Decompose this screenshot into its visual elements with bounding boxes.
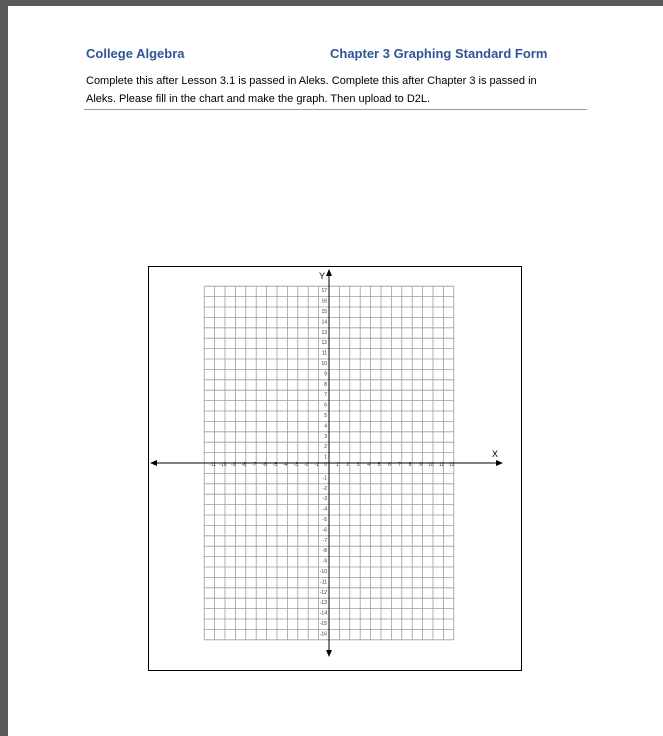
y-tick-label: 3 <box>324 433 327 440</box>
x-tick-label: 1 <box>336 462 339 468</box>
x-tick-label: 9 <box>419 462 422 468</box>
y-tick-label: 1 <box>324 454 327 461</box>
x-tick-label: -5 <box>272 462 278 468</box>
y-tick-label: -2 <box>322 485 327 492</box>
x-tick-label: -6 <box>262 462 267 468</box>
x-tick-label: -4 <box>283 462 288 468</box>
y-tick-label: 12 <box>321 340 327 347</box>
y-tick-label: 14 <box>321 319 327 326</box>
x-axis-label: X <box>492 449 499 459</box>
x-tick-label: 11 <box>438 462 445 468</box>
x-tick-label: -11 <box>209 462 217 468</box>
y-axis-label: Y <box>319 271 326 281</box>
origin-label: 0 <box>324 462 327 468</box>
x-tick-label: -10 <box>219 462 227 468</box>
y-axis-bottom-arrow <box>326 650 332 657</box>
y-tick-label: -4 <box>322 506 327 513</box>
x-tick-label: -1 <box>314 462 319 468</box>
y-tick-label: 13 <box>321 329 327 336</box>
y-tick-label: -5 <box>322 517 327 523</box>
instructions-line-1: Complete this after Lesson 3.1 is passed in Aleks. Complete this after Chapter 3 is passed in <box>86 75 537 87</box>
x-tick-label: -3 <box>293 462 299 468</box>
x-tick-label: -7 <box>251 462 257 468</box>
x-tick-label: 10 <box>428 462 434 468</box>
y-tick-label: 7 <box>324 392 327 399</box>
x-tick-label: -9 <box>231 462 236 468</box>
y-tick-label: 9 <box>324 371 327 378</box>
x-tick-label: 4 <box>367 462 370 468</box>
instructions-line-2: Aleks. Please fill in the chart and make the graph. Then upload to D2L. <box>86 93 431 105</box>
y-tick-label: 5 <box>324 413 327 419</box>
y-tick-label: -9 <box>322 558 327 565</box>
y-tick-label: -1 <box>322 475 327 482</box>
assignment-title: Chapter 3 Graphing Standard Form <box>330 46 548 61</box>
y-axis-top-arrow <box>326 269 332 276</box>
x-tick-label: 2 <box>346 462 350 468</box>
y-tick-label: -8 <box>322 548 327 555</box>
y-tick-label: -7 <box>322 537 327 544</box>
course-title: College Algebra <box>86 46 185 61</box>
y-tick-label: 4 <box>324 423 327 430</box>
x-tick-label: -2 <box>303 462 309 468</box>
y-tick-label: -13 <box>319 600 327 607</box>
y-tick-label: -11 <box>320 579 327 586</box>
x-tick-label: -8 <box>241 462 247 468</box>
y-tick-label: 15 <box>321 309 327 315</box>
x-tick-label: 7 <box>398 462 402 468</box>
y-tick-label: -3 <box>322 496 327 503</box>
y-tick-label: -12 <box>319 589 327 596</box>
x-axis-left-arrow <box>150 460 157 466</box>
y-tick-label: -10 <box>319 569 327 575</box>
y-tick-label: -15 <box>319 621 327 627</box>
y-tick-label: 2 <box>324 444 327 451</box>
y-tick-label: 17 <box>321 288 327 295</box>
y-tick-label: 16 <box>321 298 327 305</box>
y-tick-label: -16 <box>319 631 327 638</box>
x-tick-label: 6 <box>388 462 391 468</box>
x-tick-label: 3 <box>356 462 360 468</box>
x-axis-right-arrow <box>496 460 503 466</box>
y-tick-label: 8 <box>324 381 327 388</box>
y-tick-label: -14 <box>319 610 327 617</box>
x-tick-label: 8 <box>408 462 412 468</box>
y-tick-label: 6 <box>324 402 327 409</box>
y-tick-label: -6 <box>322 527 327 534</box>
y-tick-label: 10 <box>321 361 327 367</box>
x-tick-label: 12 <box>449 462 455 468</box>
x-tick-label: 5 <box>377 462 381 468</box>
y-tick-label: 11 <box>321 350 327 357</box>
